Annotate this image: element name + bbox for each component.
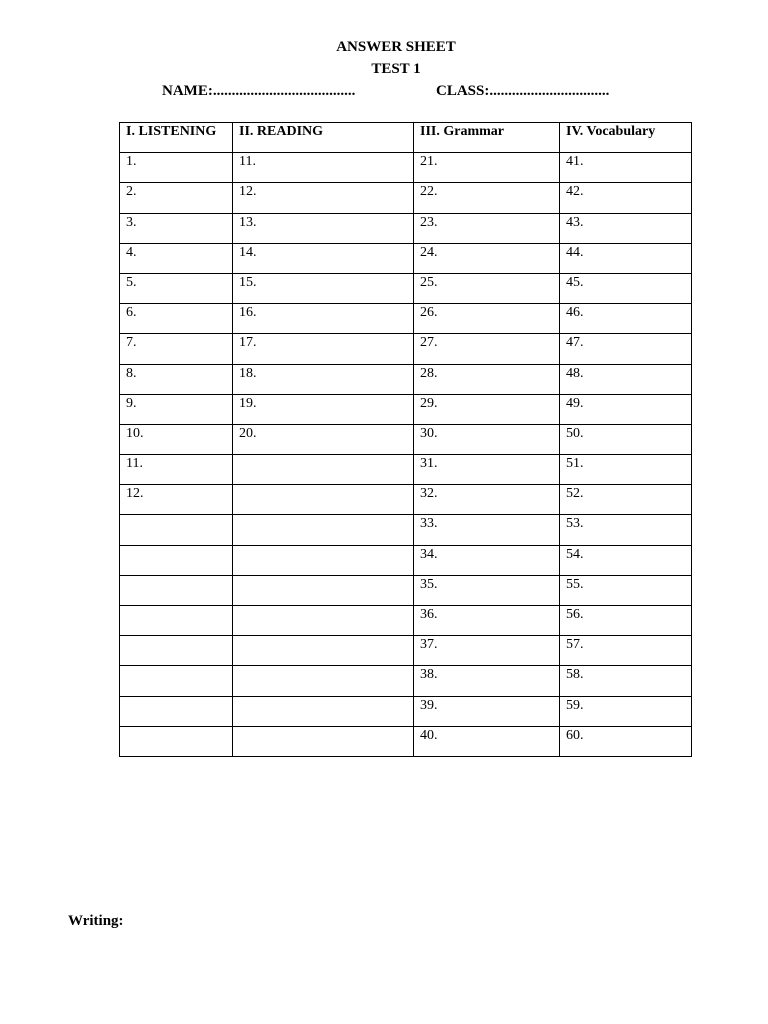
answer-cell-reading[interactable] <box>233 606 414 636</box>
writing-label: Writing: <box>68 913 124 929</box>
answer-cell-reading[interactable] <box>233 455 414 485</box>
answer-cell-listening[interactable]: 9. <box>120 394 233 424</box>
answer-cell-listening[interactable] <box>120 726 233 756</box>
test-subtitle: TEST 1 <box>371 61 421 77</box>
answer-cell-listening[interactable]: 5. <box>120 273 233 303</box>
answer-cell-grammar[interactable]: 29. <box>414 394 560 424</box>
header-vocabulary: IV. Vocabulary <box>560 123 692 153</box>
answer-cell-vocabulary[interactable]: 46. <box>560 304 692 334</box>
answer-cell-vocabulary[interactable]: 49. <box>560 394 692 424</box>
answer-cell-listening[interactable]: 2. <box>120 183 233 213</box>
answer-cell-grammar[interactable]: 37. <box>414 636 560 666</box>
answer-cell-listening[interactable]: 10. <box>120 424 233 454</box>
table-row <box>120 515 692 545</box>
page-title: ANSWER SHEET <box>336 39 456 55</box>
answer-cell-listening[interactable] <box>120 575 233 605</box>
header-listening: I. LISTENING <box>120 123 233 153</box>
answer-cell-listening[interactable]: 12. <box>120 485 233 515</box>
answer-cell-vocabulary[interactable]: 51. <box>560 455 692 485</box>
answer-cell-reading[interactable] <box>233 636 414 666</box>
answer-cell-reading[interactable] <box>233 515 414 545</box>
answer-cell-vocabulary[interactable]: 42. <box>560 183 692 213</box>
table-row <box>120 606 692 636</box>
answer-cell-reading[interactable]: 12. <box>233 183 414 213</box>
table-header-row <box>120 123 692 153</box>
answer-cell-grammar[interactable]: 39. <box>414 696 560 726</box>
table-row <box>120 455 692 485</box>
answer-cell-vocabulary[interactable]: 47. <box>560 334 692 364</box>
answer-cell-reading[interactable] <box>233 485 414 515</box>
answer-cell-vocabulary[interactable]: 50. <box>560 424 692 454</box>
answer-cell-reading[interactable]: 15. <box>233 273 414 303</box>
answer-cell-vocabulary[interactable]: 58. <box>560 666 692 696</box>
table-row <box>120 334 692 364</box>
table-row <box>120 726 692 756</box>
table-row <box>120 243 692 273</box>
answer-cell-grammar[interactable]: 34. <box>414 545 560 575</box>
answer-table <box>119 122 692 757</box>
answer-cell-grammar[interactable]: 32. <box>414 485 560 515</box>
answer-cell-grammar[interactable]: 21. <box>414 153 560 183</box>
answer-cell-reading[interactable] <box>233 575 414 605</box>
answer-cell-reading[interactable]: 14. <box>233 243 414 273</box>
table-row <box>120 545 692 575</box>
class-field-label: CLASS:................................ <box>436 83 610 99</box>
answer-cell-grammar[interactable]: 24. <box>414 243 560 273</box>
table-row <box>120 485 692 515</box>
answer-cell-vocabulary[interactable]: 44. <box>560 243 692 273</box>
answer-cell-listening[interactable] <box>120 696 233 726</box>
answer-cell-grammar[interactable]: 25. <box>414 273 560 303</box>
answer-cell-listening[interactable]: 4. <box>120 243 233 273</box>
answer-cell-listening[interactable]: 8. <box>120 364 233 394</box>
header-grammar: III. Grammar <box>414 123 560 153</box>
table-row <box>120 666 692 696</box>
answer-cell-vocabulary[interactable]: 41. <box>560 153 692 183</box>
answer-cell-vocabulary[interactable]: 54. <box>560 545 692 575</box>
answer-cell-listening[interactable]: 6. <box>120 304 233 334</box>
answer-cell-grammar[interactable]: 27. <box>414 334 560 364</box>
answer-cell-grammar[interactable]: 26. <box>414 304 560 334</box>
answer-cell-vocabulary[interactable]: 55. <box>560 575 692 605</box>
table-row <box>120 424 692 454</box>
table-row <box>120 575 692 605</box>
answer-cell-grammar[interactable]: 38. <box>414 666 560 696</box>
table-row <box>120 273 692 303</box>
table-row <box>120 183 692 213</box>
answer-cell-grammar[interactable]: 30. <box>414 424 560 454</box>
answer-cell-reading[interactable]: 13. <box>233 213 414 243</box>
answer-cell-grammar[interactable]: 33. <box>414 515 560 545</box>
table-row <box>120 696 692 726</box>
table-row <box>120 636 692 666</box>
answer-cell-vocabulary[interactable]: 43. <box>560 213 692 243</box>
answer-cell-vocabulary[interactable]: 57. <box>560 636 692 666</box>
answer-cell-reading[interactable] <box>233 545 414 575</box>
answer-cell-reading[interactable] <box>233 726 414 756</box>
table-row <box>120 364 692 394</box>
answer-cell-reading[interactable]: 17. <box>233 334 414 364</box>
answer-cell-grammar[interactable]: 31. <box>414 455 560 485</box>
answer-cell-reading[interactable] <box>233 696 414 726</box>
answer-cell-listening[interactable] <box>120 666 233 696</box>
answer-cell-listening[interactable]: 7. <box>120 334 233 364</box>
header-reading: II. READING <box>233 123 414 153</box>
answer-cell-reading[interactable]: 19. <box>233 394 414 424</box>
answer-cell-reading[interactable]: 18. <box>233 364 414 394</box>
table-row <box>120 153 692 183</box>
answer-cell-grammar[interactable]: 22. <box>414 183 560 213</box>
answer-cell-grammar[interactable]: 40. <box>414 726 560 756</box>
answer-cell-grammar[interactable]: 23. <box>414 213 560 243</box>
answer-cell-reading[interactable] <box>233 666 414 696</box>
answer-cell-listening[interactable] <box>120 606 233 636</box>
answer-cell-grammar[interactable]: 35. <box>414 575 560 605</box>
answer-cell-vocabulary[interactable]: 52. <box>560 485 692 515</box>
answer-cell-reading[interactable]: 16. <box>233 304 414 334</box>
answer-cell-listening[interactable]: 11. <box>120 455 233 485</box>
answer-cell-reading[interactable]: 11. <box>233 153 414 183</box>
answer-cell-reading[interactable]: 20. <box>233 424 414 454</box>
answer-cell-grammar[interactable]: 36. <box>414 606 560 636</box>
answer-cell-listening[interactable] <box>120 636 233 666</box>
answer-cell-vocabulary[interactable]: 48. <box>560 364 692 394</box>
table-row <box>120 304 692 334</box>
answer-table-body <box>120 153 692 757</box>
answer-cell-vocabulary[interactable]: 60. <box>560 726 692 756</box>
table-row <box>120 213 692 243</box>
answer-cell-listening[interactable]: 1. <box>120 153 233 183</box>
answer-cell-grammar[interactable]: 28. <box>414 364 560 394</box>
name-field-label: NAME:...................................... <box>162 83 356 99</box>
answer-cell-listening[interactable]: 3. <box>120 213 233 243</box>
answer-cell-vocabulary[interactable]: 59. <box>560 696 692 726</box>
answer-cell-listening[interactable] <box>120 515 233 545</box>
answer-cell-vocabulary[interactable]: 45. <box>560 273 692 303</box>
table-row <box>120 394 692 424</box>
answer-cell-listening[interactable] <box>120 545 233 575</box>
answer-cell-vocabulary[interactable]: 56. <box>560 606 692 636</box>
answer-cell-vocabulary[interactable]: 53. <box>560 515 692 545</box>
